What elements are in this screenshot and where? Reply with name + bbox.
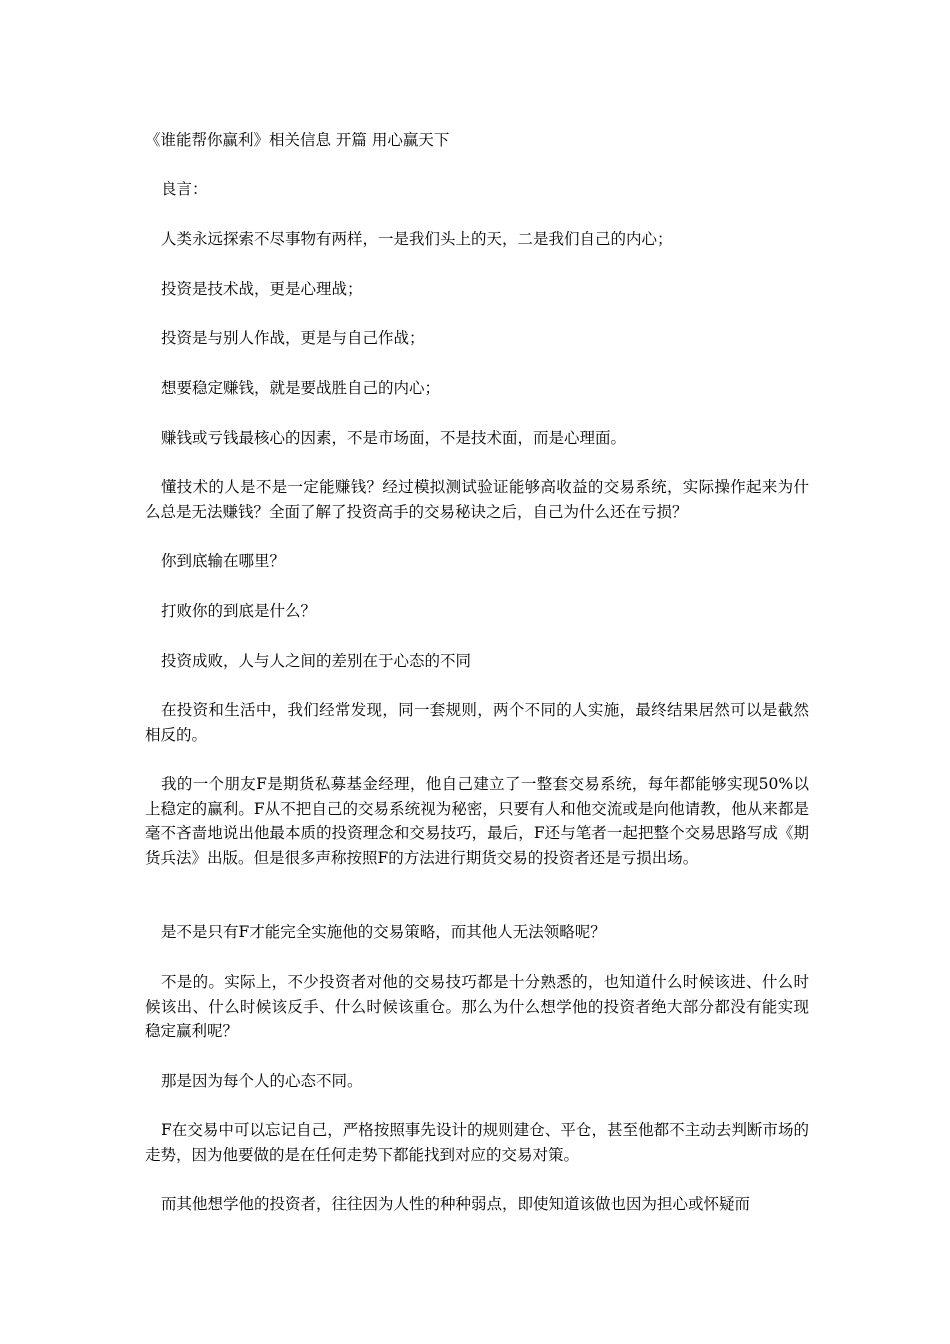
paragraph: 投资是与别人作战，更是与自己作战； <box>161 329 425 347</box>
paragraph: 投资成败，人与人之间的差别在于心态的不同 <box>161 652 472 670</box>
paragraph: 你到底输在哪里？ <box>161 552 286 570</box>
paragraph: 赚钱或亏钱最核心的因素，不是市场面，不是技术面，而是心理面。 <box>161 429 627 447</box>
paragraph: 我的一个朋友F是期货私募基金经理，他自己建立了一整套交易系统，每年都能够实现50%以上稳定的赢利。F从不把自己的交易系统视为秘密，只要有人和他交流或是向他请教，他从来都是毫不吝啬地说出他最本质的投资理念和交易技巧，最后，F还与笔者一起把整个交易思路写成《期货兵法》出版。但是很多声称按照F的方法进行期货交易的投资者还是亏损出场。 <box>145 775 809 867</box>
paragraph: 在投资和生活中，我们经常发现，同一套规则，两个不同的人实施，最终结果居然可以是截然相反的。 <box>145 701 809 744</box>
paragraph: 是不是只有F才能完全实施他的交易策略，而其他人无法领略呢？ <box>161 923 606 941</box>
paragraph: 不是的。实际上，不少投资者对他的交易技巧都是十分熟悉的，也知道什么时候该进、什么时候该出、什么时候该反手、什么时候该重仓。那么为什么想学他的投资者绝大部分都没有能实现稳定赢利呢？ <box>145 973 809 1040</box>
paragraph: 那是因为每个人的心态不同。 <box>161 1072 363 1090</box>
paragraph: 而其他想学他的投资者，往往因为人性的种种弱点，即使知道该做也因为担心或怀疑而 <box>161 1195 751 1213</box>
paragraph-preface-label: 良言： <box>161 180 208 198</box>
paragraph: 投资是技术战，更是心理战； <box>161 280 363 298</box>
paragraph: F在交易中可以忘记自己，严格按照事先设计的规则建仓、平仓，甚至他都不主动去判断市场的走势，因为他要做的是在任何走势下都能找到对应的交易对策。 <box>145 1121 809 1164</box>
paragraph: 想要稳定赚钱，就是要战胜自己的内心； <box>161 379 441 397</box>
document-title: 《谁能帮你赢利》相关信息 开篇 用心赢天下 <box>145 131 450 149</box>
paragraph: 懂技术的人是不是一定能赚钱？经过模拟测试验证能够高收益的交易系统，实际操作起来为什么总是无法赚钱？全面了解了投资高手的交易秘诀之后，自己为什么还在亏损？ <box>145 478 809 521</box>
paragraph: 人类永远探索不尽事物有两样，一是我们头上的天，二是我们自己的内心； <box>161 230 673 248</box>
paragraph: 打败你的到底是什么？ <box>161 602 317 620</box>
